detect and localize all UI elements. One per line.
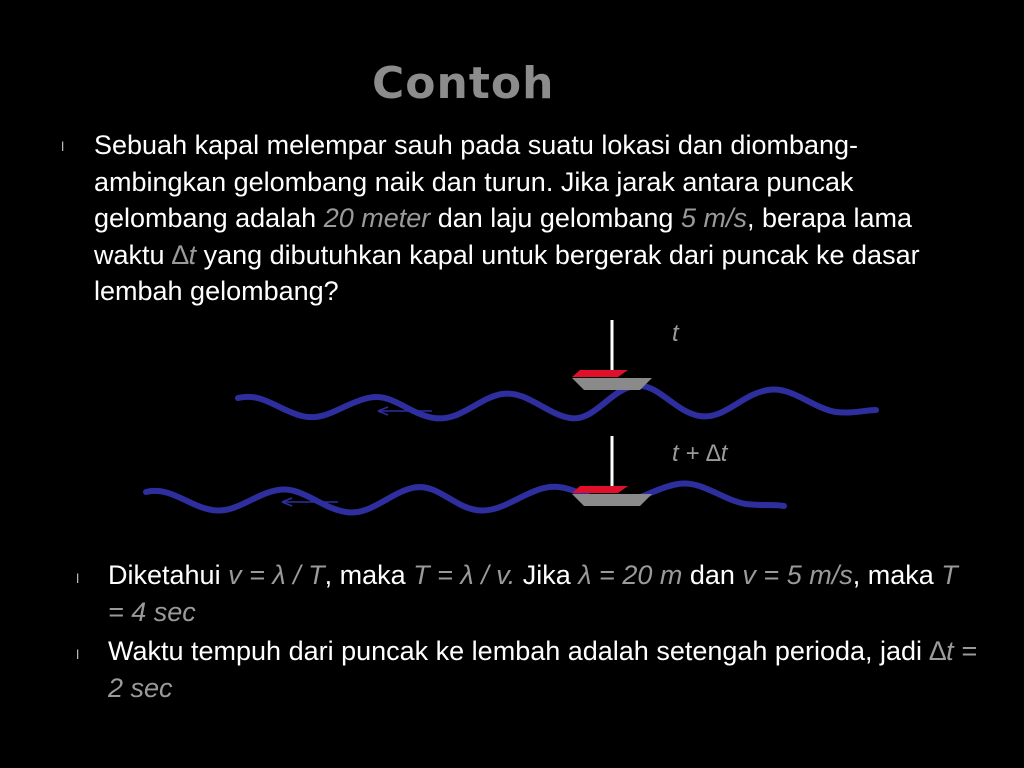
answer-text: Jika [515,560,579,590]
time-symbol: t [188,239,197,270]
wavelength-given: λ = 20 m [578,560,683,590]
time-label-bottom: t + ∆t [672,440,728,467]
answer-text: Waktu tempuh dari puncak ke lembah adalah setengah perioda, jadi [108,636,930,666]
formula-t: T = λ / v. [413,560,516,590]
slide-title: Contoh [372,58,555,109]
bullet-marker: l [76,648,80,662]
hull-bottom [572,494,652,506]
bullet-marker: l [76,572,80,586]
question-text: , berapa lama waktu [94,203,913,270]
delta-symbol: ∆ [172,239,189,270]
hull-top [572,378,652,390]
answer-text: dan [682,560,743,590]
answer-text: , maka [852,560,942,590]
speed-value: 5 m/s [680,203,747,233]
question-text: Sebuah kapal melempar sauh pada suatu lokasi dan diombang-ambingkan gelombang naik dan turun. Jika jarak antara puncak gelombang adalah [94,130,859,233]
bullet-marker: l [61,140,65,154]
speed-given: v = 5 m/s [742,560,853,590]
formula-v: v = λ / T [228,560,325,590]
time-label-top: t [672,320,679,347]
answer-paragraph-1 [108,557,978,630]
wave-bottom [146,483,784,512]
time-result: t = 2 sec [108,636,977,703]
deck-top [572,370,628,377]
answer-text: Diketahui [108,560,229,590]
answer-text: , maka [324,560,414,590]
wavelength-value: 20 meter [323,203,431,233]
wave-top [238,386,876,419]
question-text: dan laju gelombang [430,203,681,233]
deck-bottom [572,486,628,493]
question-text: yang dibutuhkan kapal untuk bergerak dari puncak ke dasar lembah gelombang? [94,239,920,306]
answer-paragraph-2 [108,633,978,706]
period-result: T = 4 sec [108,560,958,627]
delta-symbol: ∆ [929,636,947,666]
